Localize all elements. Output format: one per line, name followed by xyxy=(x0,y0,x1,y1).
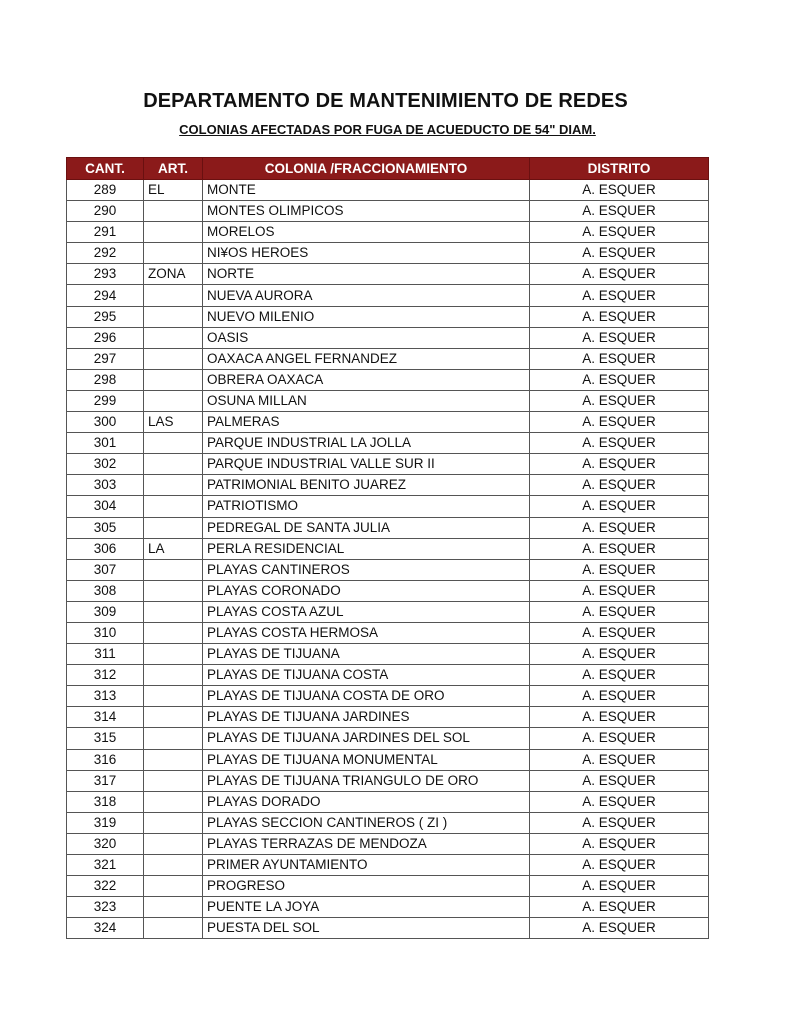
distrito-cell: A. ESQUER xyxy=(530,559,709,580)
colonia-cell: NI¥OS HEROES xyxy=(203,243,530,264)
art-cell: LA xyxy=(144,538,203,559)
art-cell xyxy=(144,770,203,791)
cant-cell: 293 xyxy=(67,264,144,285)
colonia-cell: PEDREGAL DE SANTA JULIA xyxy=(203,517,530,538)
distrito-cell: A. ESQUER xyxy=(530,728,709,749)
table-row xyxy=(67,749,709,770)
table-row xyxy=(67,348,709,369)
art-cell xyxy=(144,306,203,327)
colonia-cell: PLAYAS DE TIJUANA JARDINES xyxy=(203,707,530,728)
colonia-cell: PLAYAS DE TIJUANA MONUMENTAL xyxy=(203,749,530,770)
distrito-cell: A. ESQUER xyxy=(530,897,709,918)
distrito-cell: A. ESQUER xyxy=(530,833,709,854)
distrito-cell: A. ESQUER xyxy=(530,222,709,243)
colonia-cell: NUEVO MILENIO xyxy=(203,306,530,327)
cant-cell: 307 xyxy=(67,559,144,580)
table-row xyxy=(67,833,709,854)
colonia-cell: PATRIOTISMO xyxy=(203,496,530,517)
colonia-cell: PLAYAS CANTINEROS xyxy=(203,559,530,580)
table-header xyxy=(67,158,709,180)
art-cell xyxy=(144,812,203,833)
distrito-cell: A. ESQUER xyxy=(530,496,709,517)
column-header-cant: CANT. xyxy=(67,158,144,180)
distrito-cell: A. ESQUER xyxy=(530,876,709,897)
table-row xyxy=(67,707,709,728)
cant-cell: 303 xyxy=(67,475,144,496)
art-cell xyxy=(144,622,203,643)
cant-cell: 316 xyxy=(67,749,144,770)
distrito-cell: A. ESQUER xyxy=(530,433,709,454)
colonia-cell: PROGRESO xyxy=(203,876,530,897)
table-row xyxy=(67,918,709,939)
cant-cell: 311 xyxy=(67,644,144,665)
cant-cell: 301 xyxy=(67,433,144,454)
art-cell xyxy=(144,791,203,812)
colonia-cell: OBRERA OAXACA xyxy=(203,369,530,390)
column-header-art: ART. xyxy=(144,158,203,180)
distrito-cell: A. ESQUER xyxy=(530,791,709,812)
colonia-cell: PLAYAS DE TIJUANA JARDINES DEL SOL xyxy=(203,728,530,749)
table-row xyxy=(67,306,709,327)
distrito-cell: A. ESQUER xyxy=(530,412,709,433)
table-row xyxy=(67,644,709,665)
art-cell xyxy=(144,390,203,411)
colonia-cell: PLAYAS DE TIJUANA TRIANGULO DE ORO xyxy=(203,770,530,791)
colonia-cell: PLAYAS SECCION CANTINEROS ( ZI ) xyxy=(203,812,530,833)
cant-cell: 298 xyxy=(67,369,144,390)
cant-cell: 296 xyxy=(67,327,144,348)
art-cell xyxy=(144,433,203,454)
cant-cell: 320 xyxy=(67,833,144,854)
table-row xyxy=(67,770,709,791)
table-row xyxy=(67,897,709,918)
table-row xyxy=(67,580,709,601)
art-cell xyxy=(144,601,203,622)
colonia-cell: PLAYAS CORONADO xyxy=(203,580,530,601)
distrito-cell: A. ESQUER xyxy=(530,644,709,665)
table-row xyxy=(67,517,709,538)
distrito-cell: A. ESQUER xyxy=(530,475,709,496)
art-cell xyxy=(144,243,203,264)
distrito-cell: A. ESQUER xyxy=(530,622,709,643)
art-cell xyxy=(144,918,203,939)
art-cell xyxy=(144,665,203,686)
table-row xyxy=(67,285,709,306)
cant-cell: 305 xyxy=(67,517,144,538)
table-row xyxy=(67,876,709,897)
cant-cell: 292 xyxy=(67,243,144,264)
table-row xyxy=(67,791,709,812)
cant-cell: 308 xyxy=(67,580,144,601)
distrito-cell: A. ESQUER xyxy=(530,285,709,306)
colonia-cell: PUENTE LA JOYA xyxy=(203,897,530,918)
distrito-cell: A. ESQUER xyxy=(530,517,709,538)
table-row xyxy=(67,454,709,475)
table-body xyxy=(67,180,709,939)
distrito-cell: A. ESQUER xyxy=(530,327,709,348)
cant-cell: 321 xyxy=(67,855,144,876)
art-cell xyxy=(144,855,203,876)
cant-cell: 317 xyxy=(67,770,144,791)
art-cell xyxy=(144,728,203,749)
colonia-cell: PERLA RESIDENCIAL xyxy=(203,538,530,559)
art-cell xyxy=(144,707,203,728)
distrito-cell: A. ESQUER xyxy=(530,601,709,622)
table-row xyxy=(67,601,709,622)
table-row xyxy=(67,622,709,643)
art-cell xyxy=(144,327,203,348)
cant-cell: 302 xyxy=(67,454,144,475)
cant-cell: 314 xyxy=(67,707,144,728)
cant-cell: 297 xyxy=(67,348,144,369)
distrito-cell: A. ESQUER xyxy=(530,369,709,390)
art-cell xyxy=(144,454,203,475)
art-cell xyxy=(144,496,203,517)
colonia-cell: OAXACA ANGEL FERNANDEZ xyxy=(203,348,530,369)
table-row xyxy=(67,412,709,433)
table-row xyxy=(67,201,709,222)
art-cell xyxy=(144,517,203,538)
art-cell xyxy=(144,285,203,306)
table-row xyxy=(67,559,709,580)
colonia-cell: PARQUE INDUSTRIAL LA JOLLA xyxy=(203,433,530,454)
distrito-cell: A. ESQUER xyxy=(530,243,709,264)
art-cell xyxy=(144,686,203,707)
table-row xyxy=(67,686,709,707)
art-cell xyxy=(144,222,203,243)
table-row xyxy=(67,538,709,559)
distrito-cell: A. ESQUER xyxy=(530,707,709,728)
colonia-cell: PLAYAS DE TIJUANA COSTA xyxy=(203,665,530,686)
cant-cell: 299 xyxy=(67,390,144,411)
distrito-cell: A. ESQUER xyxy=(530,918,709,939)
distrito-cell: A. ESQUER xyxy=(530,812,709,833)
art-cell: ZONA xyxy=(144,264,203,285)
table-row xyxy=(67,812,709,833)
art-cell: LAS xyxy=(144,412,203,433)
cant-cell: 306 xyxy=(67,538,144,559)
distrito-cell: A. ESQUER xyxy=(530,264,709,285)
cant-cell: 324 xyxy=(67,918,144,939)
art-cell xyxy=(144,644,203,665)
table-row xyxy=(67,243,709,264)
table-row xyxy=(67,433,709,454)
cant-cell: 322 xyxy=(67,876,144,897)
cant-cell: 291 xyxy=(67,222,144,243)
colonia-cell: PARQUE INDUSTRIAL VALLE SUR II xyxy=(203,454,530,475)
colonia-cell: PLAYAS DORADO xyxy=(203,791,530,812)
colonias-table xyxy=(66,157,709,939)
distrito-cell: A. ESQUER xyxy=(530,749,709,770)
colonia-cell: PLAYAS COSTA HERMOSA xyxy=(203,622,530,643)
colonia-cell: OASIS xyxy=(203,327,530,348)
cant-cell: 295 xyxy=(67,306,144,327)
cant-cell: 300 xyxy=(67,412,144,433)
table-row xyxy=(67,264,709,285)
cant-cell: 313 xyxy=(67,686,144,707)
art-cell xyxy=(144,580,203,601)
document-title: DEPARTAMENTO DE MANTENIMIENTO DE REDES xyxy=(143,90,628,112)
document-subtitle: COLONIAS AFECTADAS POR FUGA DE ACUEDUCTO DE 54" DIAM. xyxy=(179,122,596,137)
colonia-cell: OSUNA MILLAN xyxy=(203,390,530,411)
art-cell xyxy=(144,559,203,580)
table-row xyxy=(67,390,709,411)
cant-cell: 289 xyxy=(67,180,144,201)
table-row xyxy=(67,180,709,201)
colonia-cell: MONTES OLIMPICOS xyxy=(203,201,530,222)
colonia-cell: PALMERAS xyxy=(203,412,530,433)
colonia-cell: NORTE xyxy=(203,264,530,285)
table-row xyxy=(67,496,709,517)
colonia-cell: PLAYAS TERRAZAS DE MENDOZA xyxy=(203,833,530,854)
table-row xyxy=(67,728,709,749)
cant-cell: 315 xyxy=(67,728,144,749)
table-row xyxy=(67,222,709,243)
cant-cell: 294 xyxy=(67,285,144,306)
cant-cell: 312 xyxy=(67,665,144,686)
colonia-cell: PRIMER AYUNTAMIENTO xyxy=(203,855,530,876)
colonia-cell: MORELOS xyxy=(203,222,530,243)
cant-cell: 309 xyxy=(67,601,144,622)
cant-cell: 318 xyxy=(67,791,144,812)
table-row xyxy=(67,475,709,496)
table-row xyxy=(67,327,709,348)
distrito-cell: A. ESQUER xyxy=(530,180,709,201)
distrito-cell: A. ESQUER xyxy=(530,390,709,411)
art-cell xyxy=(144,475,203,496)
header-row xyxy=(67,158,709,180)
table-row xyxy=(67,665,709,686)
art-cell xyxy=(144,348,203,369)
colonia-cell: PLAYAS DE TIJUANA COSTA DE ORO xyxy=(203,686,530,707)
cant-cell: 310 xyxy=(67,622,144,643)
distrito-cell: A. ESQUER xyxy=(530,201,709,222)
art-cell xyxy=(144,749,203,770)
colonia-cell: MONTE xyxy=(203,180,530,201)
cant-cell: 290 xyxy=(67,201,144,222)
cant-cell: 323 xyxy=(67,897,144,918)
distrito-cell: A. ESQUER xyxy=(530,770,709,791)
distrito-cell: A. ESQUER xyxy=(530,306,709,327)
distrito-cell: A. ESQUER xyxy=(530,348,709,369)
distrito-cell: A. ESQUER xyxy=(530,580,709,601)
distrito-cell: A. ESQUER xyxy=(530,686,709,707)
distrito-cell: A. ESQUER xyxy=(530,855,709,876)
table-row xyxy=(67,369,709,390)
cant-cell: 304 xyxy=(67,496,144,517)
art-cell xyxy=(144,369,203,390)
colonia-cell: PLAYAS DE TIJUANA xyxy=(203,644,530,665)
art-cell xyxy=(144,833,203,854)
art-cell xyxy=(144,201,203,222)
column-header-distrito: DISTRITO xyxy=(530,158,709,180)
distrito-cell: A. ESQUER xyxy=(530,538,709,559)
table-row xyxy=(67,855,709,876)
distrito-cell: A. ESQUER xyxy=(530,454,709,475)
cant-cell: 319 xyxy=(67,812,144,833)
colonia-cell: PUESTA DEL SOL xyxy=(203,918,530,939)
column-header-colonia: COLONIA /FRACCIONAMIENTO xyxy=(203,158,530,180)
art-cell xyxy=(144,876,203,897)
colonia-cell: PLAYAS COSTA AZUL xyxy=(203,601,530,622)
colonia-cell: PATRIMONIAL BENITO JUAREZ xyxy=(203,475,530,496)
colonia-cell: NUEVA AURORA xyxy=(203,285,530,306)
art-cell: EL xyxy=(144,180,203,201)
distrito-cell: A. ESQUER xyxy=(530,665,709,686)
art-cell xyxy=(144,897,203,918)
